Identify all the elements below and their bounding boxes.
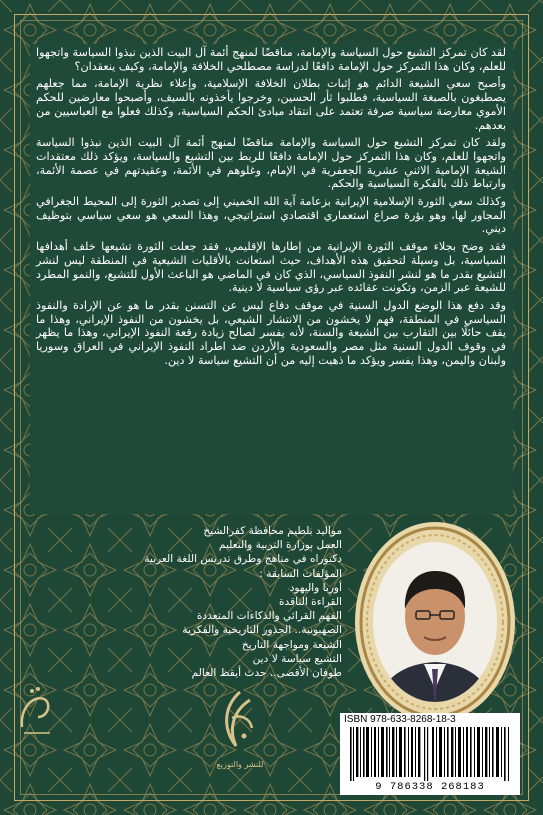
blurb-paragraph-1: لقد كان تمركز التشيع حول السياسة والإمامة، مناقضًا لمنهج أئمة آل البيت الذين نبذوا السياسة واتجهوا للعلم، وكان هذا التمركز حول الإمامة دافعًا لدراسة مصطلحي الخلافة والإمامة، وكيف ينعقدان؟ [36, 46, 506, 73]
blurb-paragraph-5: فقد وضح بجلاء موقف الثورة الإيرانية من إطارها الإقليمي، فقد جعلت الثورة تشيعها خلف أهدافها السياسية، بل وسيلة لتحقيق هذه الأهداف، حيث استعانت بالأقليات الشيعية في المنطقة ليس لنشر التشيع بقدر ما هو لنشر النفوذ السياسي، الذي كان في الماضي هو الباعث الأول للتشيع، والنمو المطرد للشيعة عبر الزمن، وتكونت عقائده عبر رؤى سياسية لا دينية. [36, 240, 506, 295]
bio-line: طوفان الأقصى.. حدث أيقظ العالم [191, 667, 342, 680]
bio-line: التشيع سياسة لا دين [252, 652, 342, 665]
blurb-paragraph-2: وأصبح سعي الشيعة الدائم هو إثبات بطلان الخلافة الإسلامية، وإعلاء نظرية الإمامة، مما جعلهم يصطبغون بالصبغة السياسية، فطلبوا ثأر الحسين، وخرجوا يأخذونه بالسيف، وأصبحوا معارضين للحكم الأموي معارضة سياسية صرفة تعتمد على انتقاد مبادئ الحكم السياسية، وكذلك فعلوا مع العباسيين من بعدهم. [36, 77, 506, 132]
blurb-paragraph-4: وكذلك سعي الثورة الإسلامية الإيرانية بزعامة آية الله الخميني إلى تصدير الثورة إلى المحيط الجغرافي المجاور لها، وهو بؤرة صراع استعماري اقتصادي استراتيجي، وهذا السعي هو سعي سياسي بتوظيف ديني. [36, 195, 506, 236]
publisher-logo [210, 688, 268, 758]
blurb-text [36, 46, 506, 371]
bio-line: الشيعة ومواجهة التاريخ [241, 638, 342, 651]
bio-line: القراءة الناقدة [279, 596, 342, 609]
blurb-paragraph-3: ولقد كان تمركز التشيع حول السياسة والإمامة مناقضًا لمنهج أئمة آل البيت الذين نبذوا السياسة واتجهوا للعلم، وكان هذا التمركز حول الإمامة دافعًا للربط بين التشيع والسياسة، ويؤكد ذلك معتقدات الشيعة الإمامية الاثني عشرية الجعفرية في الإمام، وغلوهم في الأئمة، وعقيدتهم في عصمة الأئمة، وارتباط ذلك بالفكرة السياسية والحكم. [36, 136, 506, 191]
bio-line: دكتوراه في مناهج وطرق تدريس اللغة العربية [144, 553, 342, 566]
bio-line: الفهم القرائي والذكاءات المتعددة [196, 610, 342, 623]
bio-line: المؤلفات السابقة : [259, 567, 342, 580]
isbn-label: ISBN 978-633-8268-18-3 [344, 714, 456, 725]
publisher-tagline: للنشر والتوزيع [216, 760, 264, 769]
bio-line: أوربا واليهود [289, 581, 342, 594]
bio-line: الصهيونية.. الجذور التاريخية والفكرية [182, 624, 342, 637]
isbn-barcode-box [340, 713, 520, 795]
bio-line: العمل بوزارة التربية والتعليم [218, 539, 342, 552]
blurb-paragraph-6: وقد دفع هذا الوضع الدول السنية في موقف دفاع ليس عن التسنن بقدر ما هو عن الإرادة والنفوذ السياسي في المنطقة، فهم لا يخشون من الانتشار الشيعي، بل يخشون من النفوذ الإيراني، وهذا ما يقف حائلًا بين التقارب بين الشيعة والسنة، لأنه يفسر لصالح زيادة رقعة النفوذ الإيراني، وهذا ما يظهر في وقوف الدول السنية مثل مصر والسعودية والأردن ضد اطراد النفوذ الإيراني في العراق وسوريا ولبنان واليمن، وهذا يفسر ويؤكد ما ذهبت إليه من أن التشيع سياسة لا دين. [36, 298, 506, 367]
isbn-digits: 9 786338 268183 [375, 781, 485, 793]
bio-line: مواليد بلطيم محافظة كفرالشيخ [203, 525, 342, 537]
barcode-icon [348, 727, 512, 781]
author-portrait [352, 519, 518, 725]
author-photo-icon [352, 519, 518, 725]
author-bio [30, 524, 342, 680]
shaimaa-logo [14, 677, 58, 739]
